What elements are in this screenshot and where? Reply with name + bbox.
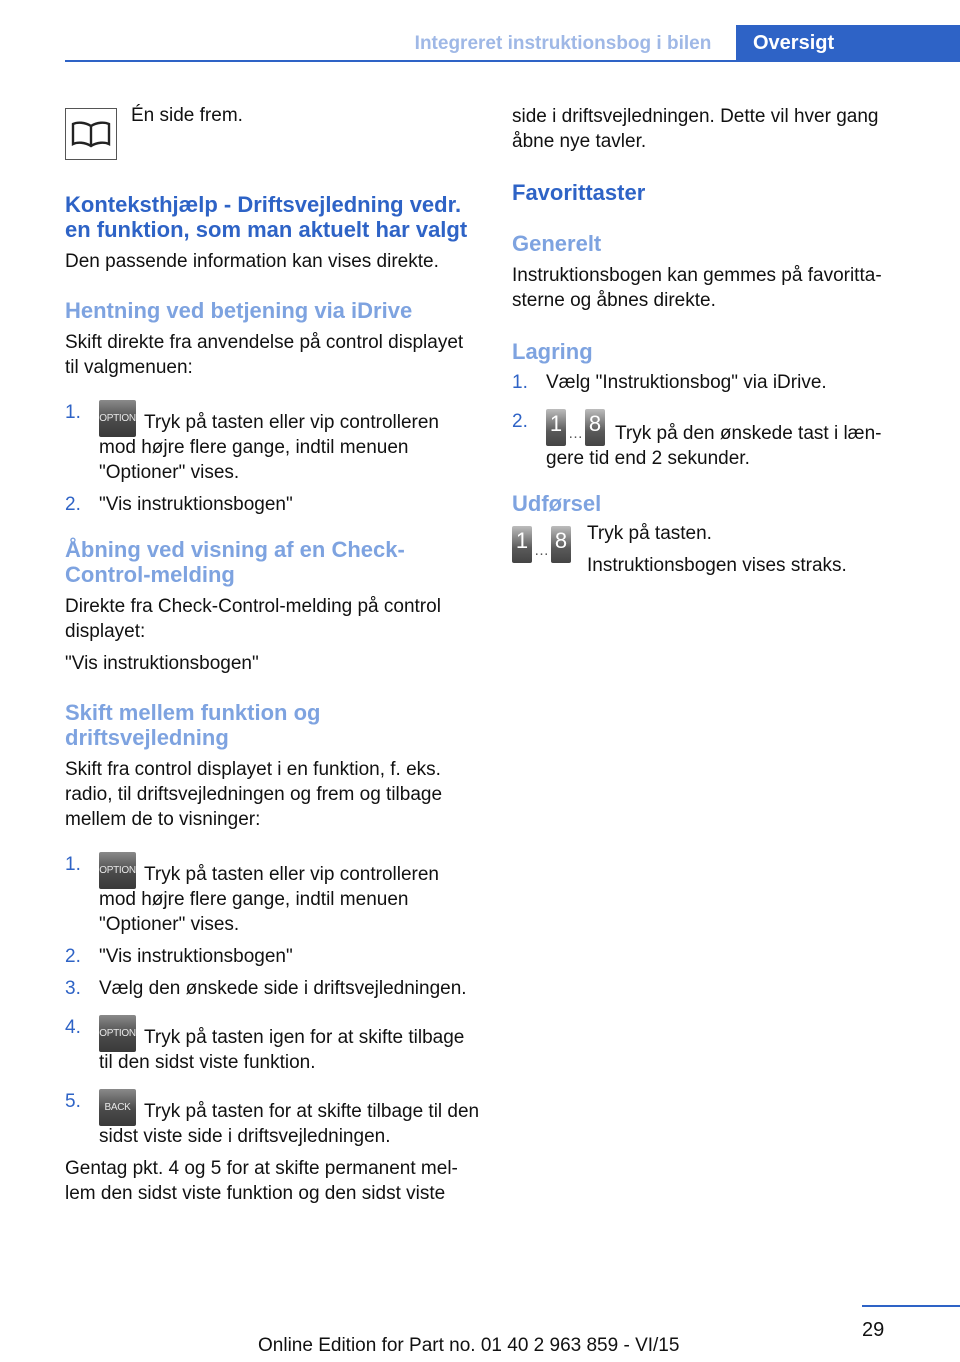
paragraph-idrive: Skift direkte fra anvendelse på control displayet til valgmenuen: [65, 332, 464, 378]
favorite-key-8-icon: 8 [551, 526, 571, 563]
header-section-title: Integreret instruktionsbog i bilen [414, 32, 712, 54]
list-item [512, 409, 907, 471]
heading-check-control: Åbning ved visning af en Check-Control-melding [65, 537, 405, 587]
list-item [65, 492, 480, 517]
list-idrive [65, 400, 480, 517]
header-tab-oversigt[interactable]: Oversigt [736, 25, 960, 61]
execute-text [587, 521, 847, 578]
execute-row [512, 521, 907, 578]
page-number: 29 [862, 1319, 885, 1341]
list-switch [65, 852, 480, 1149]
list-item [65, 1089, 480, 1149]
paragraph-check-control: Direkte fra Check-Control-melding på control displayet: [65, 596, 441, 642]
list-number: 2. [65, 494, 81, 515]
favorite-key-1-icon: 1 [546, 409, 566, 446]
list-item-text: Vælg den ønskede side i driftsvejledningen. [99, 978, 467, 999]
heading-idrive: Hentning ved betjening via iDrive [65, 298, 413, 323]
back-button-icon: BACK [99, 1089, 136, 1126]
note-row [65, 100, 480, 160]
list-item [65, 944, 480, 969]
list-item-text: "Vis instruktionsbogen" [99, 494, 293, 515]
footer-rule [862, 1305, 960, 1307]
paragraph-check-control-menu: "Vis instruktionsbogen" [65, 653, 259, 674]
header-rule [65, 60, 960, 62]
heading-general: Generelt [512, 231, 602, 256]
list-number: 3. [65, 978, 81, 999]
list-number: 1. [65, 402, 81, 423]
list-item-text: Tryk på tasten for at skifte tilbage til den sidst viste side i driftsvejledningen. [99, 1101, 480, 1147]
paragraph-general: Instruktionsbogen kan gemmes på favorittasterne og åbnes direkte. [512, 265, 882, 311]
heading-execute: Udførsel [512, 491, 602, 516]
heading-favorites: Favorittaster [512, 180, 646, 205]
list-number: 2. [65, 946, 81, 967]
list-item [65, 976, 480, 1001]
list-item-text: Tryk på tasten eller vip controlleren mod højre flere gange, indtil menuen "Optioner" vises. [99, 864, 439, 935]
list-item-text: Tryk på tasten igen for at skifte tilbage til den sidst viste funktion. [99, 1027, 465, 1073]
list-store [512, 370, 907, 471]
list-number: 4. [65, 1017, 81, 1038]
list-item-text: "Vis instruktionsbogen" [99, 946, 293, 967]
list-item-text: Tryk på den ønskede tast i længere tid end 2 sekunder. [546, 423, 882, 469]
ellipsis-icon: … [534, 542, 549, 559]
execute-line-1: Tryk på tasten. [587, 523, 712, 544]
heading-switch: Skift mellem funktion og driftsvejledning [65, 700, 321, 750]
heading-context-help: Konteksthjælp - Driftsvejledning vedr. en funktion, som man aktuelt har valgt [65, 192, 468, 242]
list-number: 1. [512, 372, 528, 393]
option-button-icon: OPTION [99, 1015, 136, 1052]
list-item [65, 400, 480, 485]
left-column [65, 100, 480, 1206]
note-text: Én side frem. [131, 105, 243, 126]
book-icon [65, 108, 117, 160]
right-column [512, 104, 907, 578]
favorite-key-1-icon: 1 [512, 526, 532, 563]
option-button-icon: OPTION [99, 852, 136, 889]
list-item [512, 370, 907, 395]
footer-edition: Online Edition for Part no. 01 40 2 963 859 - VI/15 [258, 1335, 680, 1356]
paragraph-repeat: Gentag pkt. 4 og 5 for at skifte permanent mellem den sidst viste funktion og den sidst viste [65, 1158, 458, 1204]
list-item-text: Tryk på tasten eller vip controlleren mod højre flere gange, indtil menuen "Optioner" vises. [99, 412, 439, 483]
paragraph-context-help: Den passende information kan vises direkte. [65, 251, 439, 272]
execute-line-2: Instruktionsbogen vises straks. [587, 555, 847, 576]
paragraph-switch: Skift fra control displayet i en funktion, f. eks. radio, til driftsvejledningen og frem og tilbage mellem de to visninger: [65, 759, 443, 830]
favorite-keys-icon [512, 526, 587, 578]
list-item [65, 852, 480, 937]
list-number: 1. [65, 854, 81, 875]
list-item-text: Vælg "Instruktionsbog" via iDrive. [546, 372, 827, 393]
option-button-icon: OPTION [99, 400, 136, 437]
list-number: 2. [512, 411, 528, 432]
paragraph-continued: side i driftsvejledningen. Dette vil hver gang åbne nye tavler. [512, 106, 879, 152]
ellipsis-icon: … [568, 425, 583, 442]
heading-store: Lagring [512, 339, 593, 364]
list-number: 5. [65, 1091, 81, 1112]
list-item [65, 1015, 480, 1075]
favorite-key-8-icon: 8 [585, 409, 605, 446]
